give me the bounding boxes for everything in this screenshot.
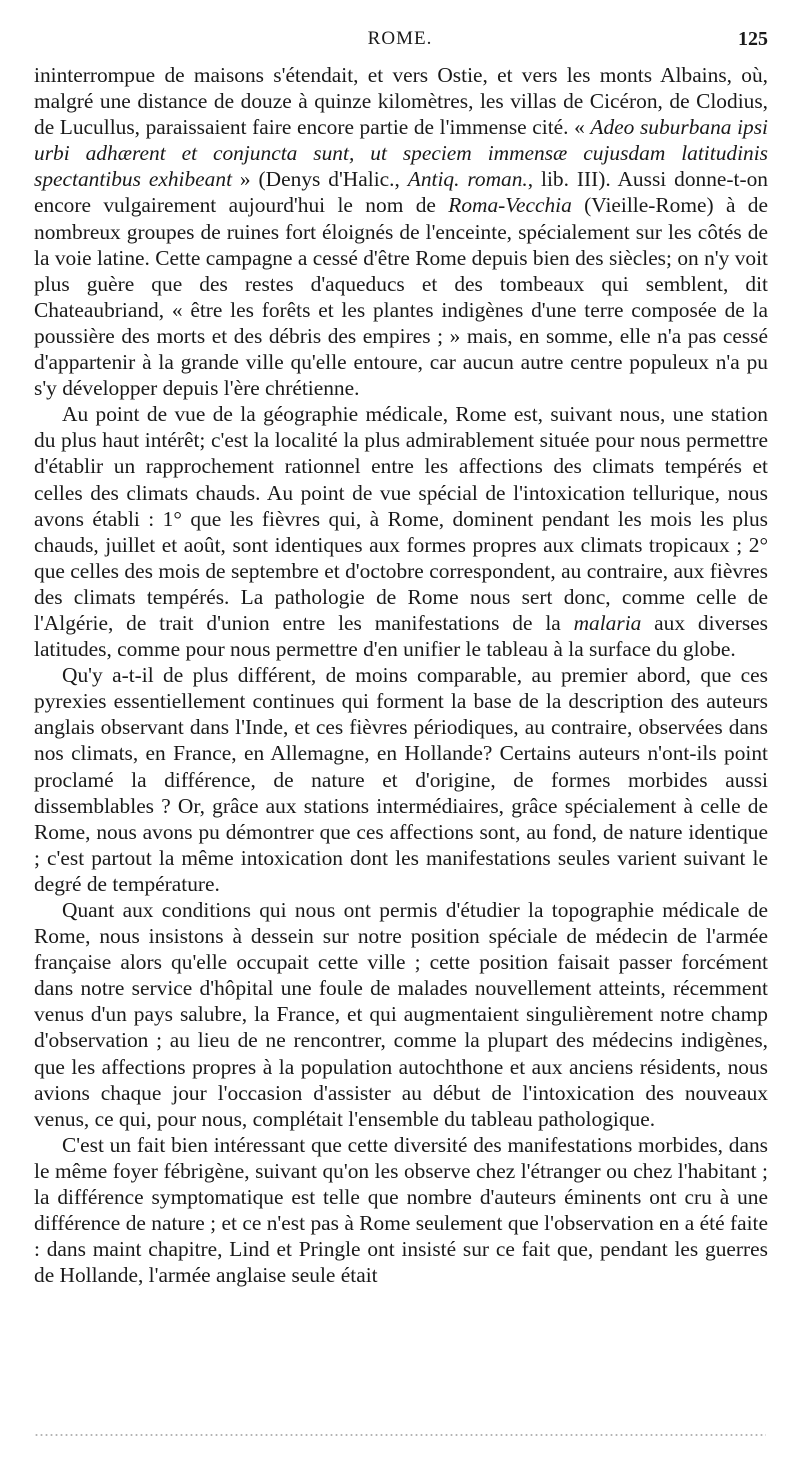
text-run: C'est un fait bien intéressant que cette diversité des manifestations morbides, dans le même foyer fébrigène, suivant qu'on les observe chez l'étranger ou chez l'habitant ; la différence symptomatique est telle que nombre d'auteurs éminents ont cru à une différence de nature ; et ce n'est pas à Rome seulement que l'observation en a été faite : dans maint chapitre, Lind et Pringle ont insisté sur ce fait que, pendant les guerres de Hollande, l'armée anglaise seule était — [34, 1132, 768, 1288]
text-run: ininterrompue de maisons s'étendait, et vers Ostie, et vers les monts Albains, où, malgré une distance de douze à quinze kilomètres, les villas de Cicéron, de Clodius, de Lucullus, paraissaient faire encore partie de l'immense cité. « — [34, 63, 768, 140]
paragraph — [34, 662, 768, 897]
italic-text: Adeo suburbana ipsi urbi adhærent et conjuncta sunt, ut speciem immensæ cujusdam latitudinis spectantibus exhibeant — [34, 115, 768, 192]
text-run: aux diverses latitudes, comme pour nous permettre d'en unifier le tableau à la surface du globe. — [34, 610, 768, 662]
running-title: ROME. — [367, 28, 433, 49]
text-run: Au point de vue de la géographie médicale, Rome est, suivant nous, une station du plus haut intérêt; c'est la localité la plus admirablement située pour nous permettre d'établir un rapprochement rationnel entre les affections des climats tempérés et celles des climats chauds. Au point de vue spécial de l'intoxication tellurique, nous avons établi : 1° que les fièvres qui, à Rome, dominent pendant les mois les plus chauds, juillet et août, sont identiques aux formes propres aux climats tropicaux ; 2° que celles des mois de septembre et d'octobre correspondent, au contraire, aux fièvres des climats tempérés. La pathologie de Rome nous sert donc, comme celle de l'Algérie, de trait d'union entre les manifestations de la — [34, 402, 768, 635]
paragraph — [34, 62, 768, 401]
text-run: Quant aux conditions qui nous ont permis d'étudier la topographie médicale de Rome, nous insistons à dessein sur notre position spéciale de médecin de l'armée française alors qu'elle occupait cette ville ; cette position faisait passer forcément dans notre service d'hôpital une foule de malades nouvellement atteints, récemment venus d'un pays salubre, la France, et qui augmentaient singulièrement notre champ d'observation ; au lieu de ne rencontrer, comme la plupart des médecins indigènes, que les affections propres à la population autochthone et aux anciens résidents, nous avions chaque jour l'occasion d'assister au début de l'intoxication des nouveaux venus, ce qui, pour nous, complétait l'ensemble du tableau pathologique. — [34, 898, 768, 1131]
running-head — [32, 28, 768, 54]
body-text — [34, 62, 768, 1288]
paragraph — [34, 897, 768, 1132]
text-run: (Vieille-Rome) à de nombreux groupes de ruines fort éloignés de l'enceinte, spécialement sur les côtés de la voie latine. Cette campagne a cessé d'être Rome depuis bien des siècles; on n'y voit plus guère que des restes d'aqueducs et des tombeaux qui semblent, dit Chateaubriand, « être les forêts et les plantes indigènes d'une terre composée de la poussière des morts et des débris des empires ; » mais, en somme, elle n'a pas cessé d'appartenir à la grande ville qu'elle entoure, car aucun autre centre populeux n'a pu s'y développer depuis l'ère chrétienne. — [34, 193, 768, 401]
italic-text: malaria — [573, 610, 642, 635]
italic-text: Antiq. roman. — [407, 167, 528, 192]
text-run: , lib. III). Aussi donne-t-on encore vulgairement aujourd'hui le nom de — [34, 167, 768, 218]
italic-text: Roma-Vecchia — [448, 193, 572, 218]
footer-rule — [34, 1432, 766, 1438]
paragraph — [34, 1132, 768, 1289]
text-run: » (Denys d'Halic., — [232, 167, 408, 192]
paragraph — [34, 401, 768, 662]
page-number: 125 — [738, 28, 768, 50]
text-run: Qu'y a-t-il de plus différent, de moins comparable, au premier abord, que ces pyrexies essentiellement continues qui forment la base de la description des auteurs anglais observant dans l'Inde, et ces fièvres périodiques, au contraire, observées dans nos climats, en France, en Allemagne, en Hollande? Certains auteurs n'ont-ils point proclamé la différence, de nature et d'origine, de formes morbides aussi dissemblables ? Or, grâce aux stations intermédiaires, grâce spécialement à celle de Rome, nous avons pu démontrer que ces affections sont, au fond, de nature identique ; c'est partout la même intoxication dont les manifestations seules varient suivant le degré de température. — [34, 663, 768, 896]
